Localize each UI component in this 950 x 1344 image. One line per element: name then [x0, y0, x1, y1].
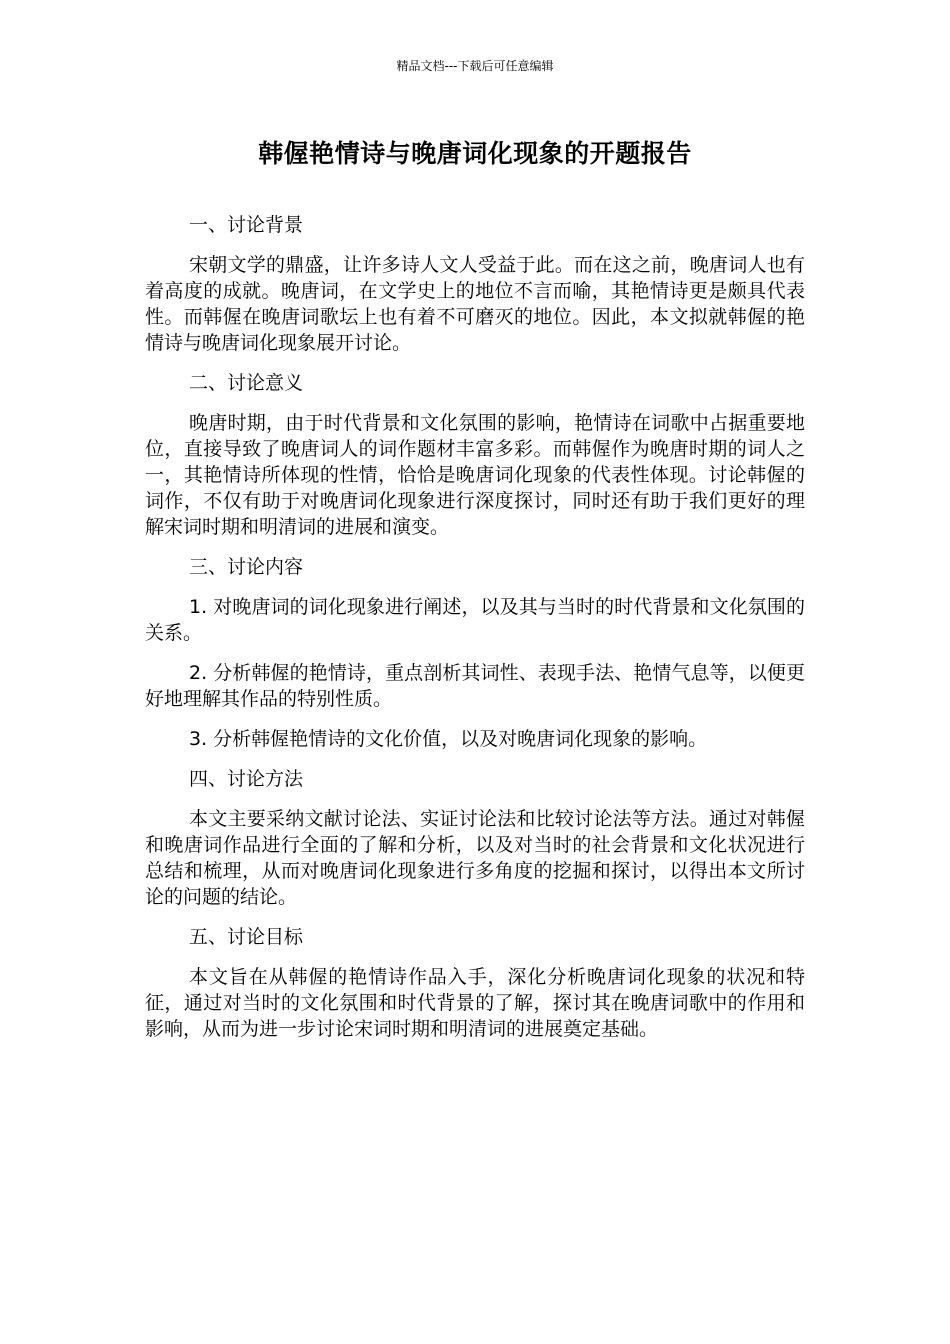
paragraph: 本文旨在从韩偓的艳情诗作品入手，深化分析晚唐词化现象的状况和特征，通过对当时的文化氛围和时代背景的了解，探讨其在晚唐词歌中的作用和影响，从而为进一步讨论宋词时期和明清词的进展奠定基础。	[145, 966, 805, 1040]
section-goal	[145, 924, 805, 1042]
document-body	[145, 212, 805, 1056]
section-heading: 一、讨论背景	[189, 214, 304, 236]
section-background	[145, 212, 805, 356]
document-title: 韩偓艳情诗与晚唐词化现象的开题报告	[258, 139, 692, 168]
section-significance	[145, 370, 805, 540]
list-item: 3. 分析韩偓艳情诗的文化价值，以及对晚唐词化现象的影响。	[189, 728, 708, 750]
section-heading: 五、讨论目标	[189, 926, 304, 948]
paragraph: 晚唐时期，由于时代背景和文化氛围的影响，艳情诗在词歌中占据重要地位，直接导致了晚唐词人的词作题材丰富多彩。而韩偓作为晚唐时期的词人之一，其艳情诗所体现的性情，恰恰是晚唐词化现象的代表性体现。讨论韩偓的词作，不仅有助于对晚唐词化现象进行深度探讨，同时还有助于我们更好的理解宋词时期和明清词的进展和演变。	[145, 412, 805, 538]
page-header: 精品文档---下载后可任意编辑	[396, 59, 554, 73]
section-heading: 二、讨论意义	[189, 372, 304, 394]
section-heading: 三、讨论内容	[189, 556, 304, 578]
section-method	[145, 766, 805, 910]
list-item: 1. 对晚唐词的词化现象进行阐述，以及其与当时的时代背景和文化氛围的关系。	[145, 596, 805, 644]
paragraph: 宋朝文学的鼎盛，让许多诗人文人受益于此。而在这之前，晚唐词人也有着高度的成就。晚唐词，在文学史上的地位不言而喻，其艳情诗更是颇具代表性。而韩偓在晚唐词歌坛上也有着不可磨灭的地位。因此，本文拟就韩偓的艳情诗与晚唐词化现象展开讨论。	[145, 254, 805, 354]
list-item: 2. 分析韩偓的艳情诗，重点剖析其词性、表现手法、艳情气息等，以便更好地理解其作品的特别性质。	[145, 662, 805, 710]
paragraph: 本文主要采纳文献讨论法、实证讨论法和比较讨论法等方法。通过对韩偓和晚唐词作品进行全面的了解和分析，以及对当时的社会背景和文化状况进行总结和梳理，从而对晚唐词化现象进行多角度的挖掘和探讨，以得出本文所讨论的问题的结论。	[145, 808, 805, 908]
section-heading: 四、讨论方法	[189, 768, 304, 790]
section-content	[145, 554, 805, 752]
